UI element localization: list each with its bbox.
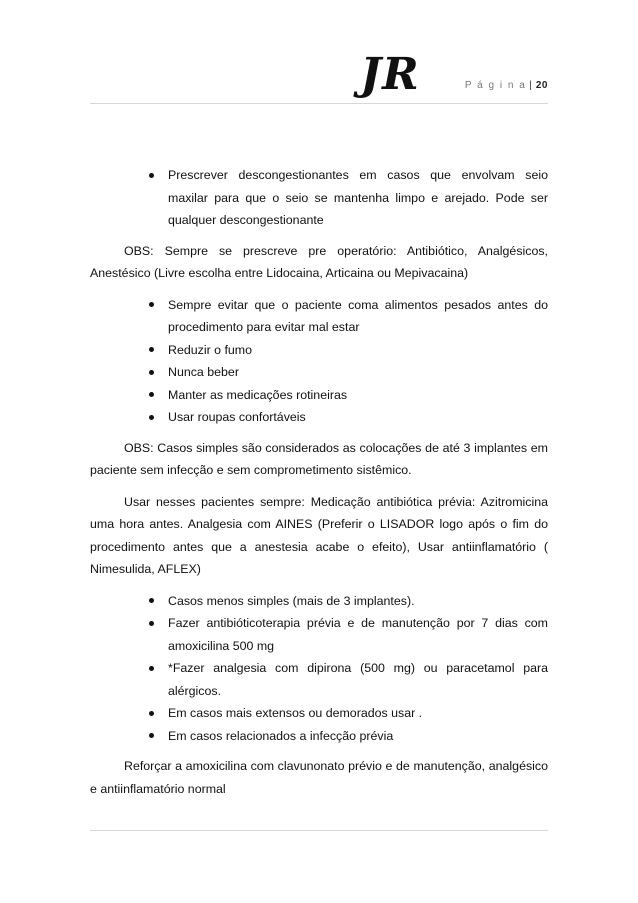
bullet-list-3	[90, 590, 548, 748]
list-item-text: Prescrever descongestionantes em casos que envolvam seio maxilar para que o seio se mantenha limpo e arejado. Pode ser qualquer descongestionante	[168, 168, 548, 227]
list-item-text: *Fazer analgesia com dipirona (500 mg) ou paracetamol para alérgicos.	[168, 661, 548, 698]
bullet-icon	[149, 415, 154, 420]
reforcar-paragraph: Reforçar a amoxicilina com clavunonato prévio e de manutenção, analgésico e antiinflamatório normal	[90, 759, 548, 796]
list-item	[90, 612, 548, 657]
jr-logo: JR	[360, 49, 420, 100]
header-rule	[90, 103, 548, 104]
list-item-text: Em casos mais extensos ou demorados usar .	[168, 706, 423, 720]
bullet-list-2	[90, 294, 548, 429]
bullet-icon	[149, 598, 154, 603]
list-item	[90, 702, 548, 725]
bullet-icon	[149, 347, 154, 352]
list-item	[90, 339, 548, 362]
list-item	[90, 657, 548, 702]
page-header	[90, 40, 548, 102]
list-item-text: Nunca beber	[168, 365, 239, 379]
obs-paragraph-2: OBS: Casos simples são considerados as colocações de até 3 implantes em paciente sem infecção e sem comprometimento sistêmico.	[90, 440, 548, 477]
list-item	[90, 164, 548, 232]
list-item-text: Usar roupas confortáveis	[168, 410, 306, 424]
page-number: 20	[535, 80, 548, 91]
bullet-icon	[149, 370, 154, 375]
page-separator: |	[529, 80, 532, 91]
bullet-icon	[149, 733, 154, 738]
list-item-text: Fazer antibióticoterapia prévia e de manutenção por 7 dias com amoxicilina 500 mg	[168, 616, 548, 653]
list-item	[90, 294, 548, 339]
list-item	[90, 725, 548, 748]
list-item	[90, 384, 548, 407]
list-item	[90, 406, 548, 429]
list-item-text: Em casos relacionados a infecção prévia	[168, 728, 394, 743]
list-item	[90, 361, 548, 384]
document-body	[90, 164, 548, 800]
list-item-text: Reduzir o fumo	[168, 342, 253, 357]
bullet-icon	[149, 392, 154, 397]
bullet-icon	[149, 711, 154, 716]
bullet-list-1	[90, 164, 548, 232]
list-item-text: Manter as medicações rotineiras	[168, 387, 348, 402]
footer-rule	[90, 830, 548, 831]
list-item-text: Casos menos simples (mais de 3 implantes).	[168, 593, 415, 608]
bullet-icon	[149, 302, 154, 307]
page-indicator	[465, 80, 548, 91]
bullet-icon	[149, 666, 154, 671]
list-item	[90, 590, 548, 613]
bullet-icon	[149, 173, 154, 178]
bullet-icon	[149, 621, 154, 626]
list-item-text: Sempre evitar que o paciente coma alimentos pesados antes do procedimento para evitar mal estar	[168, 297, 548, 334]
usar-paragraph: Usar nesses pacientes sempre: Medicação antibiótica prévia: Azitromicina uma hora antes. Analgesia com AINES (Preferir o LISADOR logo após o fim do procedimento antes que a anestesia acabe o efeito), Usar antiinflamatório ( Nimesulida, AFLEX)	[90, 494, 548, 576]
page-label: P á g i n a	[464, 80, 527, 91]
obs-paragraph-1: OBS: Sempre se prescreve pre operatório: Antibiótico, Analgésicos, Anestésico (Livre escolha entre Lidocaina, Articaina ou Mepivacaina)	[90, 243, 548, 280]
